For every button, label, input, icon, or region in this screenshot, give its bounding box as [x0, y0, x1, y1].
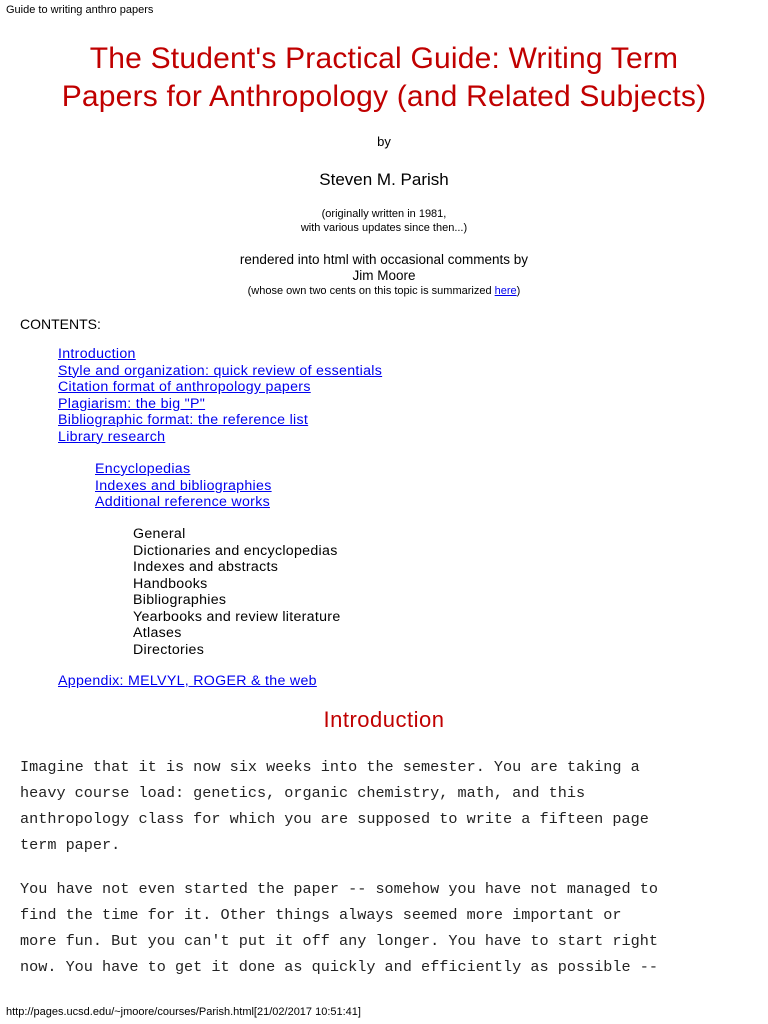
toc-link-citation-format[interactable]: Citation format of anthropology papers	[58, 379, 311, 395]
origin-note	[0, 207, 768, 235]
rendered-note-after: )	[516, 285, 521, 297]
paragraph-line: term paper.	[20, 836, 121, 854]
title-line-1: The Student's Practical Guide: Writing Term	[89, 42, 679, 75]
toc-link-appendix[interactable]: Appendix: MELVYL, ROGER & the web	[58, 673, 317, 689]
paragraph-line: heavy course load: genetics, organic chemistry, math, and this	[20, 784, 586, 802]
print-header: Guide to writing anthro papers	[6, 4, 154, 16]
toc-link-introduction[interactable]: Introduction	[58, 346, 136, 362]
toc-item-dictionaries: Dictionaries and encyclopedias	[133, 542, 338, 559]
toc-link-additional-reference-works[interactable]: Additional reference works	[95, 494, 270, 510]
author-name: Steven M. Parish	[319, 170, 449, 189]
intro-paragraph-1	[20, 754, 760, 858]
toc-link-indexes-bibliographies[interactable]: Indexes and bibliographies	[95, 477, 272, 494]
toc-item-bibliographies: Bibliographies	[133, 592, 227, 608]
contents-label: CONTENTS:	[20, 316, 101, 332]
paragraph-line: now. You have to get it done as quickly and efficiently as possible --	[20, 958, 658, 976]
toc-item-yearbooks: Yearbooks and review literature	[133, 608, 341, 625]
intro-paragraph-2	[20, 876, 760, 980]
section-heading-introduction: Introduction	[323, 707, 445, 732]
by-label: by	[377, 134, 391, 149]
here-link[interactable]: here	[494, 285, 517, 297]
title-line-2: Papers for Anthropology (and Related Subjects)	[61, 80, 707, 113]
rendered-credit	[0, 252, 768, 298]
rendered-line-1: rendered into html with occasional comments by	[239, 252, 529, 267]
toc-level1-list	[58, 346, 382, 445]
origin-line-1: (originally written in 1981,	[321, 208, 447, 220]
print-footer-url: http://pages.ucsd.edu/~jmoore/courses/Parish.html[21/02/2017 10:51:41]	[6, 1006, 361, 1018]
toc-link-library-research[interactable]: Library research	[58, 428, 166, 445]
rendered-line-2: Jim Moore	[352, 268, 416, 283]
origin-line-2: with various updates since then...)	[300, 222, 468, 234]
paragraph-line: Imagine that it is now six weeks into the semester. You are taking a	[20, 758, 640, 776]
toc-link-bibliographic-format[interactable]: Bibliographic format: the reference list	[58, 412, 309, 428]
toc-item-indexes-abstracts: Indexes and abstracts	[133, 559, 279, 575]
toc-appendix-list	[58, 673, 317, 690]
paragraph-line: You have not even started the paper -- somehow you have not managed to	[20, 880, 658, 898]
toc-level2-list	[95, 461, 272, 511]
rendered-note	[0, 284, 768, 298]
toc-item-general: General	[133, 526, 186, 542]
toc-item-handbooks: Handbooks	[133, 575, 208, 592]
toc-item-atlases: Atlases	[133, 625, 182, 641]
paragraph-line: anthropology class for which you are supposed to write a fifteen page	[20, 810, 649, 828]
paragraph-line: find the time for it. Other things always seemed more important or	[20, 906, 622, 924]
toc-link-plagiarism[interactable]: Plagiarism: the big "P"	[58, 395, 206, 412]
toc-link-encyclopedias[interactable]: Encyclopedias	[95, 461, 191, 477]
rendered-note-before: (whose own two cents on this topic is summarized	[247, 285, 495, 297]
toc-link-style-organization[interactable]: Style and organization: quick review of essentials	[58, 362, 383, 379]
page-title	[0, 40, 768, 116]
toc-item-directories: Directories	[133, 641, 205, 658]
toc-level3-list	[133, 526, 341, 658]
paragraph-line: more fun. But you can't put it off any longer. You have to start right	[20, 932, 658, 950]
